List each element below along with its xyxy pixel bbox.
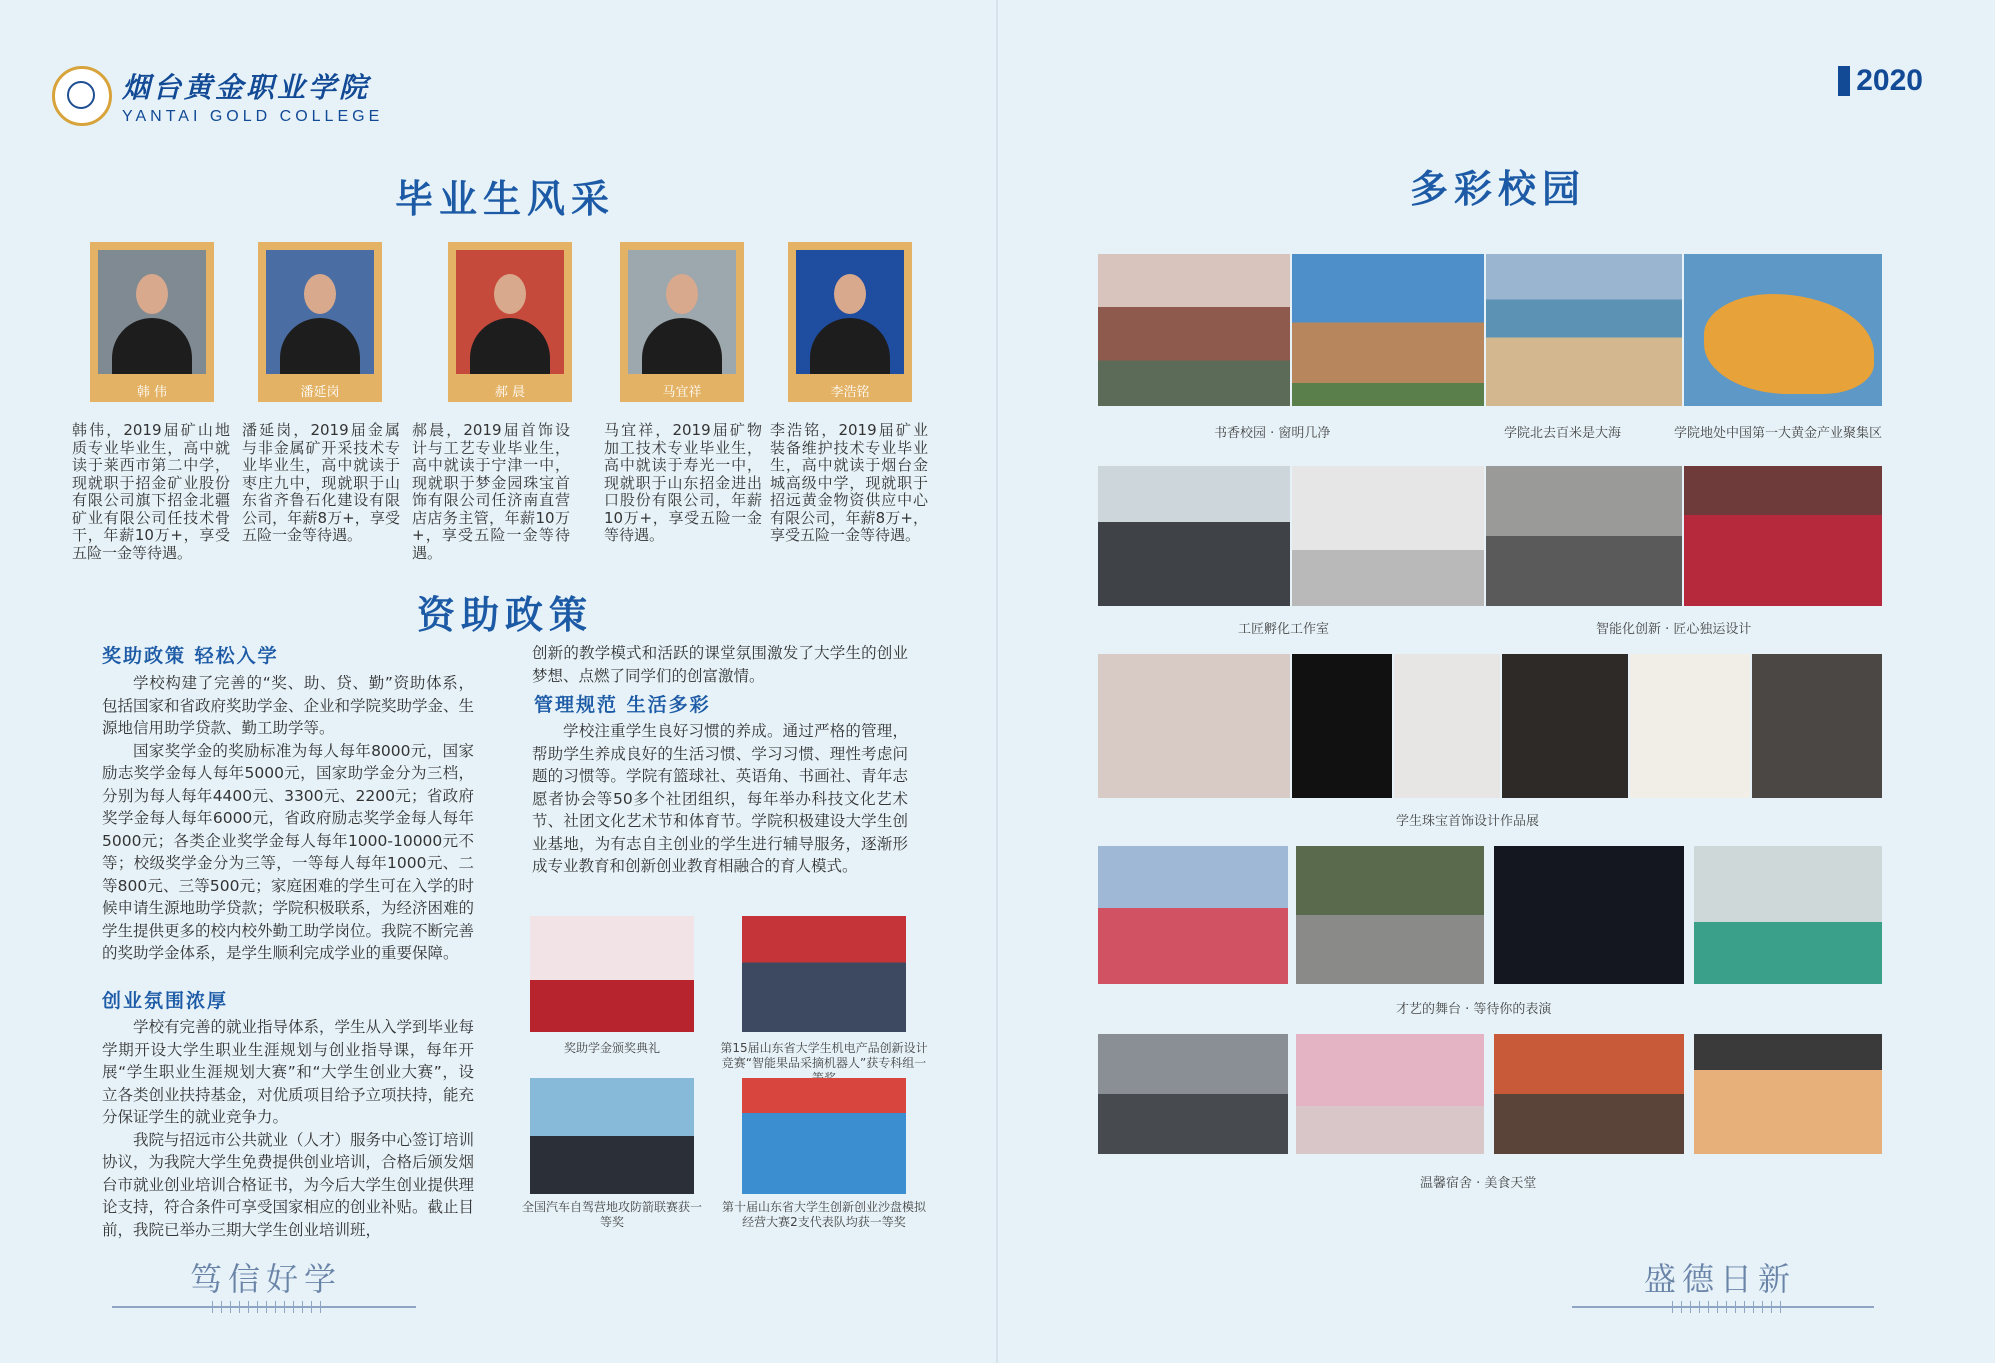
studio-photo	[1292, 466, 1484, 606]
jewelry-photo	[1394, 654, 1500, 798]
campus-caption: 温馨宿舍 · 美食天堂	[1420, 1176, 1537, 1191]
jewelry-photo	[1292, 654, 1392, 798]
portrait-card	[90, 242, 214, 402]
footer-motto-right: 盛德日新	[1644, 1260, 1797, 1298]
performance-photo	[1694, 846, 1882, 984]
award-photo	[742, 1078, 906, 1194]
campus-photo	[1292, 254, 1484, 406]
college-logo	[52, 66, 383, 126]
year-badge	[1838, 64, 1923, 98]
campus-caption: 学生珠宝首饰设计作品展	[1396, 814, 1540, 829]
studio-photo	[1098, 466, 1290, 606]
jewelry-photo	[1098, 654, 1290, 798]
graduate-bio: 郝晨，2019届首饰设计与工艺专业毕业生，高中就读于宁津一中，现就职于梦金园珠宝首饰有限公司任济南直营店店务主管，年薪10万+，享受五险一金等待遇。	[412, 421, 570, 562]
footer-motto-left: 笃信好学	[190, 1260, 343, 1298]
photo-caption: 全国汽车自驾营地攻防箭联赛获一等奖	[522, 1200, 703, 1229]
award-photo	[742, 916, 906, 1032]
subsection-title: 创业氛围浓厚	[102, 990, 229, 1012]
jewelry-photo	[1630, 654, 1750, 798]
photo-caption: 第15届山东省大学生机电产品创新设计竞赛“智能果品采摘机器人”获专科组一	[720, 1041, 928, 1070]
food-photo	[1494, 1034, 1684, 1154]
portrait-name: 潘延岗	[300, 385, 340, 400]
footer-ornament	[208, 1301, 324, 1313]
performance-photo	[1494, 846, 1684, 984]
campus-caption: 书香校园 · 窗明几净	[1214, 426, 1331, 441]
beach-photo	[1486, 254, 1682, 406]
right-page	[998, 0, 1995, 1363]
performance-photo	[1098, 846, 1288, 984]
graduate-bio: 马宜祥，2019届矿物加工技术专业毕业生，高中就读于寿光一中，现就职于山东招金进出口股份有限公司，年薪10万+，享受五险一金等待遇。	[604, 421, 762, 544]
photo-caption: 奖助学金颁奖典礼	[563, 1041, 660, 1055]
award-photo	[530, 916, 694, 1032]
campus-caption: 学院北去百米是大海	[1504, 426, 1622, 441]
award-photo	[530, 1078, 694, 1194]
graduate-portraits	[86, 242, 916, 402]
college-seal-icon	[52, 66, 112, 126]
portrait-name: 郝 晨	[494, 385, 526, 400]
portrait-card	[620, 242, 744, 402]
year-bar-icon	[1838, 66, 1850, 96]
campus-caption: 才艺的舞台 · 等待你的表演	[1396, 1002, 1552, 1017]
map-photo	[1684, 254, 1882, 406]
portrait-name: 李浩铭	[830, 385, 870, 400]
footer-ornament	[1668, 1301, 1788, 1313]
design-photo	[1684, 466, 1882, 606]
dorm-photo	[1296, 1034, 1484, 1154]
photo-caption: 第十届山东省大学生创新创业沙盘模拟经营大赛2支代表队均获一等奖	[722, 1200, 927, 1229]
year-text: 2020	[1856, 64, 1923, 97]
policy-text: 学校构建了完善的“奖、助、贷、勤”资助体系，包括国家和省政府奖助学金、企业和学院奖助学金、生源地信用助学贷款、勤工助学等。 国家奖学金的奖励标准为每人每年8000元，国家励志奖学金每人每年5000元，国家助学金分为三档，分别为每人每年4400元、3300元、2200元；省政府奖学金每人每年6000元，省政府励志奖学金每人每年5000元；各类企业奖学金每人每年1000-10000元不等；校级奖学金分为三等，一等每人每年1000元、二等800元、三等500元；家庭困难的学生可在入学的时候申请生源地助学贷款；学院积极联系，为经济困难的学生提供更多的校内校外勤工助学岗位。我院不断完善的奖助学金体系，是学生顺利完成学业的重要保障。	[102, 674, 475, 962]
subsection-title: 奖助政策 轻松入学	[102, 645, 279, 667]
portrait-card	[448, 242, 572, 402]
college-name-cn: 烟台黄金职业学院	[122, 71, 371, 104]
management-text: 学校注重学生良好习惯的养成。通过严格的管理，帮助学生养成良好的生活习惯、学习习惯、理性考虑问题的习惯等。学院有篮球社、英语角、书画社、青年志愿者协会等50多个社团组织，每年举办科技文化艺术节、社团文化艺术节和体育节。学院积极建设大学生创业基地，为有志自主创业的学生进行辅导服务，逐渐形成专业教育和创新创业教育相融合的育人模式。	[532, 722, 908, 875]
subsection-title: 管理规范 生活多彩	[534, 694, 711, 716]
jewelry-photo	[1502, 654, 1628, 798]
portrait-card	[788, 242, 912, 402]
campus-caption: 工匠孵化工作室	[1238, 622, 1330, 637]
graduates-title: 毕业生风采	[394, 177, 615, 221]
portrait-card	[258, 242, 382, 402]
college-name-en: YANTAI GOLD COLLEGE	[122, 108, 384, 125]
startup-text: 学校有完善的就业指导体系，学生从入学到毕业每学期开设大学生职业生涯规划与创业指导课，每年开展“学生职业生涯规划大赛”和“大学生创业大赛”，设立各类创业扶持基金，对优质项目给予立项扶持，能充分保证学生的就业竞争力。 我院与招远市公共就业（人才）服务中心签订培训协议，为我院大学生免费提供创业培训，合格后颁发烟台市就业创业培训合格证书，为今后大学生创业提供理论支持，符合条件可享受国家相应的创业补贴。截止目前，我院已举办三期大学生创业培训班，	[102, 1018, 475, 1239]
portrait-name: 马宜祥	[662, 385, 702, 400]
policy-title: 资助政策	[416, 593, 593, 637]
graduate-bio: 韩伟，2019届矿山地质专业毕业生，高中就读于莱西市第二中学，现就职于招金矿业股份有限公司旗下招金北疆矿业有限公司任技术骨干，年薪10万+，享受五险一金等待遇。	[72, 421, 230, 562]
campus-photo	[1098, 254, 1290, 406]
left-page	[0, 0, 997, 1363]
graduate-bio: 李浩铭，2019届矿业装备维护技术专业毕业生，高中就读于烟台金城高级中学，现就职于招远黄金物资供应中心有限公司，年薪8万+，享受五险一金等待遇。	[770, 421, 928, 544]
innovation-photo	[1486, 466, 1682, 606]
dorm-photo	[1098, 1034, 1288, 1154]
campus-caption: 智能化创新 · 匠心独运设计	[1596, 622, 1752, 637]
portrait-name: 韩 伟	[136, 385, 168, 400]
campus-caption: 学院地处中国第一大黄金产业聚集区	[1674, 426, 1883, 441]
graduate-bio: 潘延岗，2019届金属与非金属矿开采技术专业毕业生，高中就读于枣庄九中，现就职于山东省齐鲁石化建设有限公司，年薪8万+，享受五险一金等待遇。	[242, 421, 400, 544]
food-photo	[1694, 1034, 1882, 1154]
performance-photo	[1296, 846, 1484, 984]
startup-text-continued: 创新的教学模式和活跃的课堂氛围激发了大学生的创业梦想、点燃了同学们的创富激情。	[532, 644, 908, 685]
campus-title: 多彩校园	[1409, 167, 1586, 211]
jewelry-photo	[1752, 654, 1882, 798]
